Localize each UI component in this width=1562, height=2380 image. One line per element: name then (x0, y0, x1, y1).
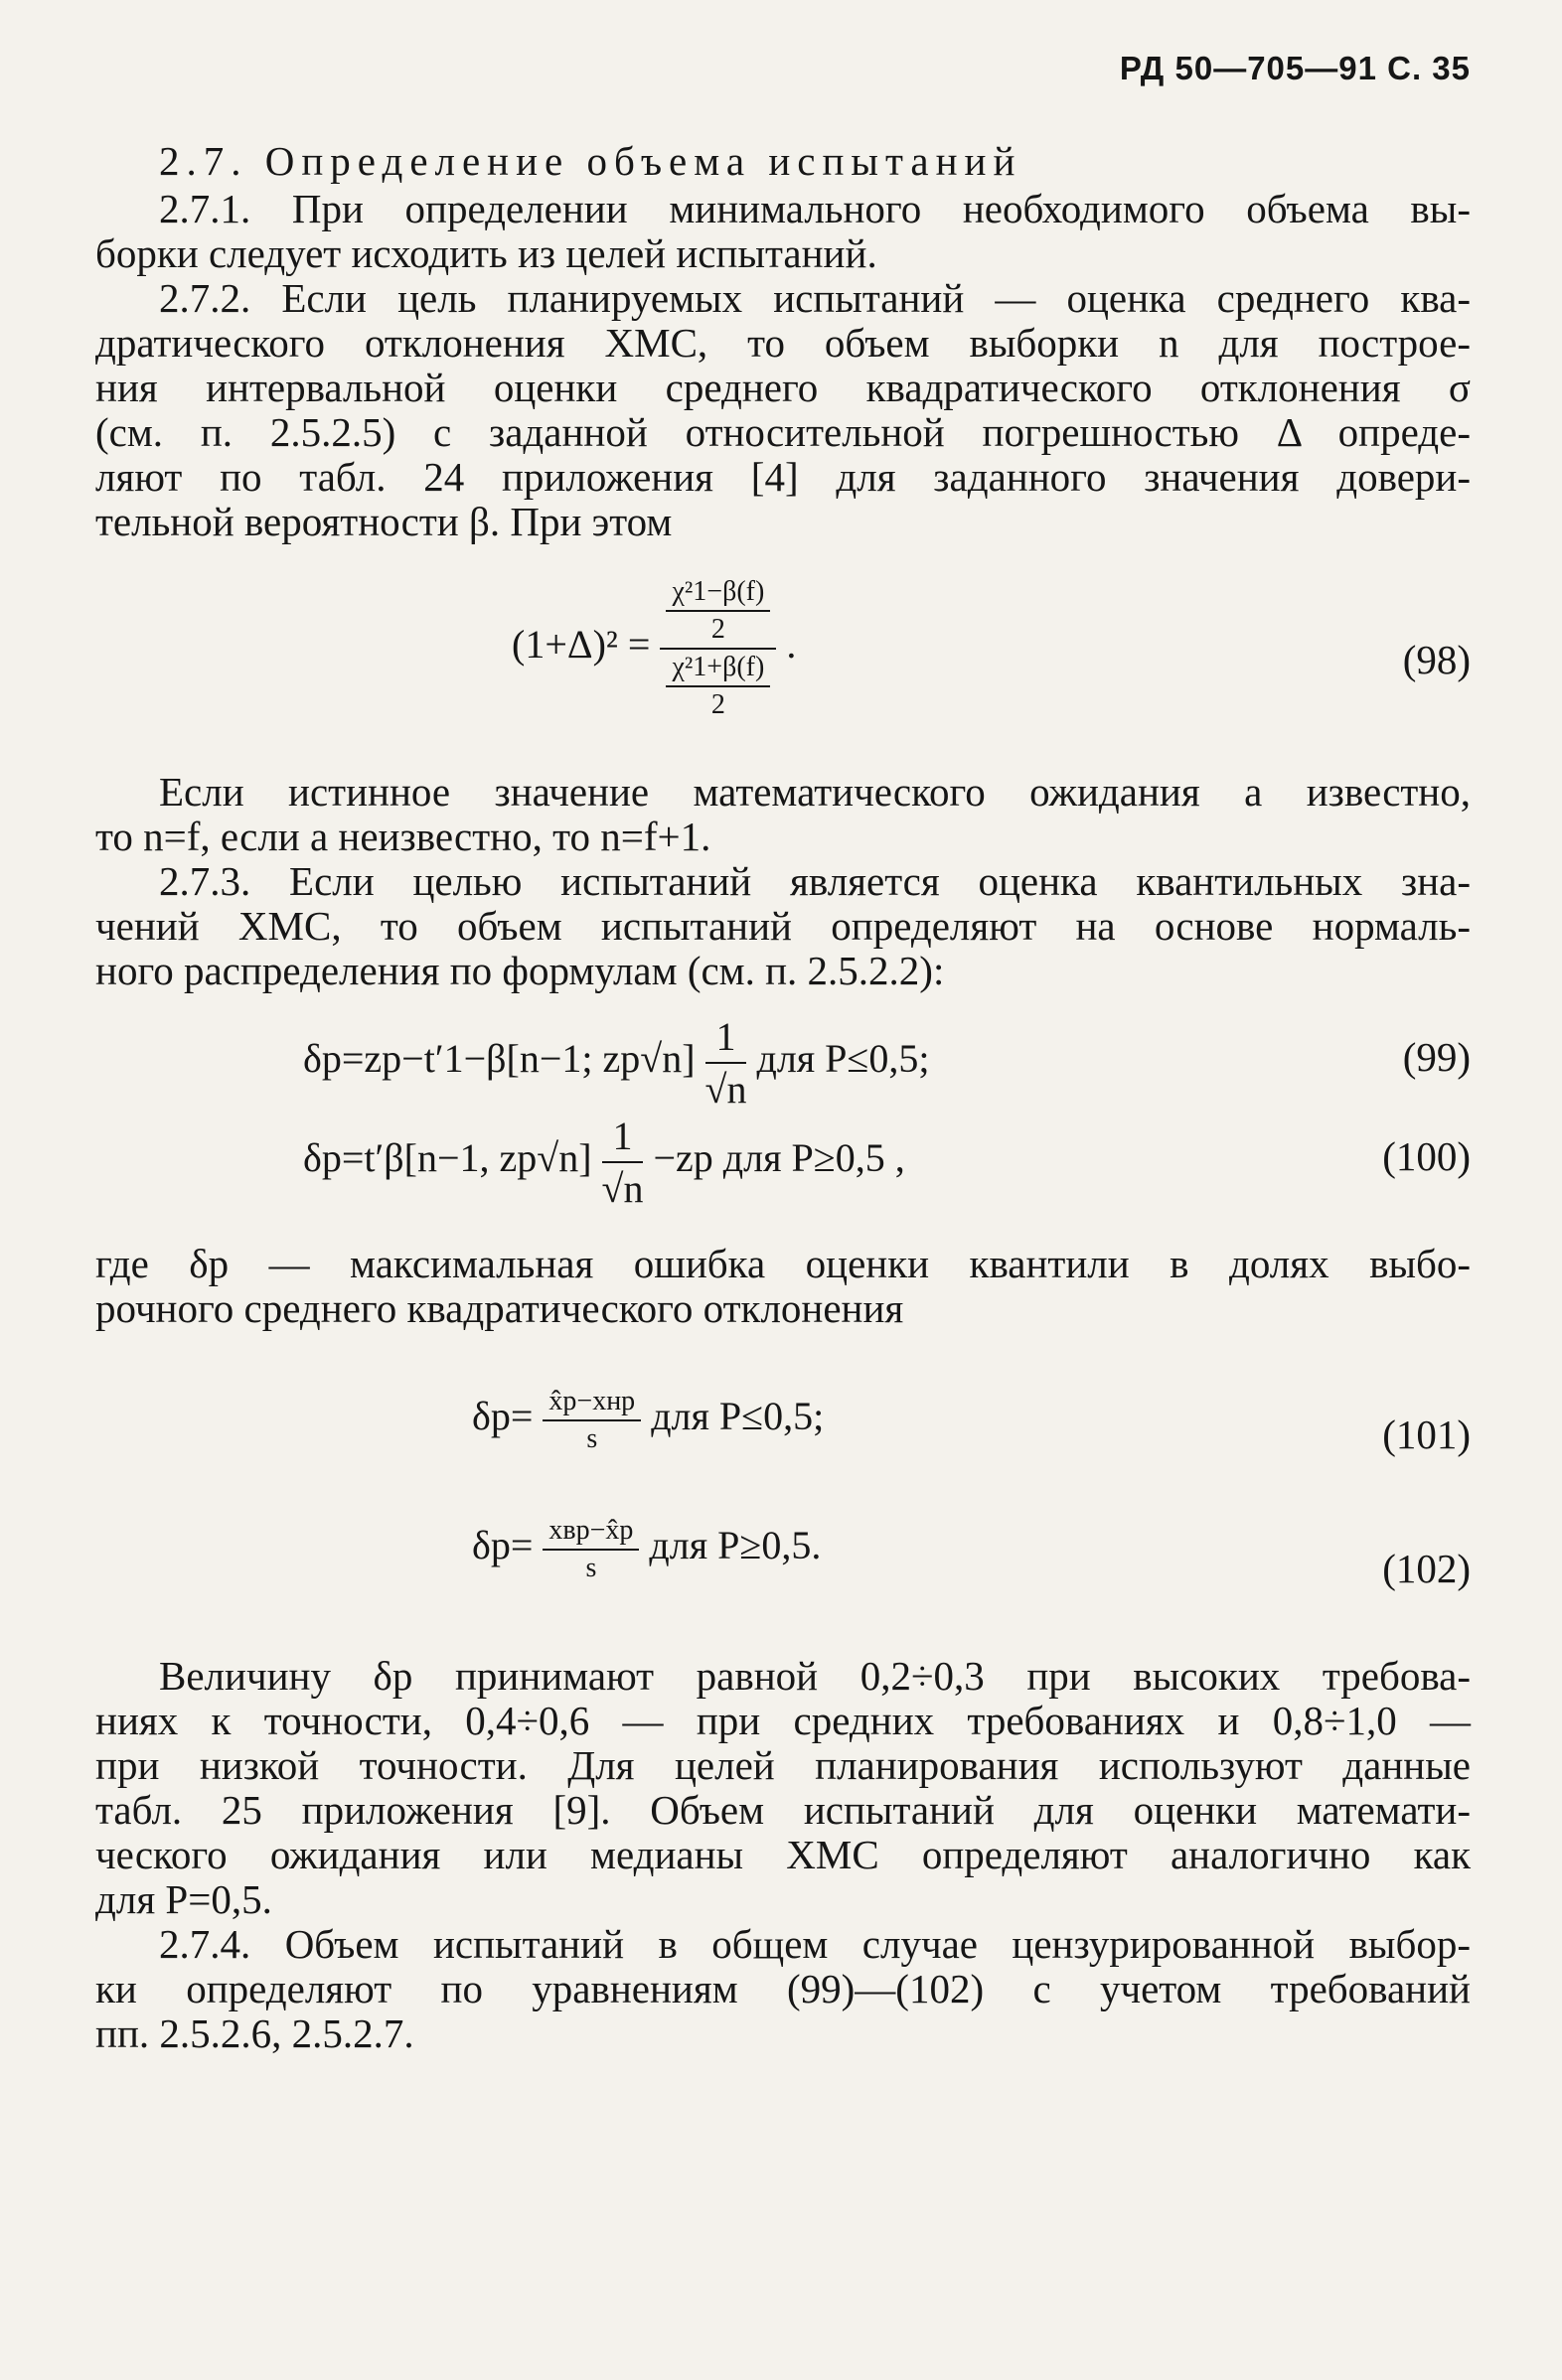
text-line: ного распределения по формулам (см. п. 2.5.2.2): (95, 948, 945, 993)
equation-98 (512, 576, 796, 721)
equation-lhs: δp= (472, 1523, 534, 1568)
text-line: ческого ожидания или медианы ХМС определяют аналогично как (95, 1832, 1471, 1877)
equation-99 (303, 1013, 930, 1113)
text-line: тельной вероятности β. При этом (95, 499, 673, 544)
denominator: √n (704, 1067, 747, 1112)
text-line: ния интервальной оценки среднего квадратического отклонения σ (95, 365, 1471, 410)
text-line: чений ХМС, то объем испытаний определяют на основе нормаль- (95, 903, 1471, 949)
numerator: χ²1−β(f) (666, 576, 770, 612)
equation-number-98: (98) (1402, 637, 1471, 682)
equation-101 (472, 1386, 824, 1455)
text-line: ки определяют по уравнениям (99)—(102) с учетом требований (95, 1966, 1471, 2011)
denominator: χ²1+β(f) (666, 652, 770, 687)
text-line: ляют по табл. 24 приложения [4] для заданного значения довери- (95, 454, 1471, 500)
text-line: где δp — максимальная ошибка оценки квантили в долях выбо- (95, 1241, 1471, 1286)
equation-fraction (602, 1113, 644, 1212)
text-line: ниях к точности, 0,4÷0,6 — при средних требованиях и 0,8÷1,0 — (95, 1698, 1471, 1743)
equation-condition: для P≤0,5; (651, 1394, 825, 1439)
numerator: 1 (705, 1013, 747, 1064)
denominator-denominator: 2 (710, 689, 725, 720)
equation-fraction (543, 1386, 641, 1455)
text-line: 2.7.1. При определении минимального необходимого объема вы- (159, 186, 1471, 231)
denominator: s (586, 1423, 598, 1454)
text-line: (см. п. 2.5.2.5) с заданной относительной погрешностью Δ опреде- (95, 409, 1471, 455)
denominator: √n (601, 1166, 644, 1211)
text-line: пп. 2.5.2.6, 2.5.2.7. (95, 2010, 414, 2056)
equation-100 (303, 1113, 905, 1212)
numerator: 1 (602, 1113, 644, 1163)
text-line: 2.7.4. Объем испытаний в общем случае цензурированной выбор- (159, 1921, 1471, 1967)
equation-left: δp=zp−t′1−β[n−1; zp√n] (303, 1036, 696, 1082)
equation-fraction (660, 576, 776, 721)
equation-number-99: (99) (1402, 1034, 1471, 1080)
equation-102 (472, 1515, 821, 1584)
text-line: Если истинное значение математического ожидания a известно, (159, 769, 1471, 815)
text-line: 2.7.2. Если цель планируемых испытаний — оценка среднего ква- (159, 275, 1471, 321)
text-line: 2.7.3. Если целью испытаний является оценка квантильных зна- (159, 858, 1471, 904)
text-line: при низкой точности. Для целей планирования используют данные (95, 1742, 1471, 1788)
equation-number-102: (102) (1382, 1546, 1471, 1591)
equation-tail: . (786, 622, 797, 668)
text-line: то n=f, если a неизвестно, то n=f+1. (95, 814, 711, 859)
page-header: РД 50—705—91 С. 35 (1119, 50, 1471, 86)
numerator: xвp−x̂p (543, 1515, 639, 1551)
equation-number-101: (101) (1382, 1412, 1471, 1457)
text-line: рочного среднего квадратического отклонения (95, 1285, 904, 1331)
numerator-denominator: 2 (710, 614, 725, 645)
text-line: для P=0,5. (95, 1876, 272, 1922)
equation-number-100: (100) (1382, 1133, 1471, 1179)
text-line: дратического отклонения ХМС, то объем выборки n для построе- (95, 320, 1471, 366)
equation-left: δp=t′β[n−1, zp√n] (303, 1135, 592, 1181)
equation-condition: для P≤0,5; (756, 1036, 930, 1082)
denominator: s (585, 1553, 597, 1583)
section-title: 2.7. Определение объема испытаний (159, 138, 1022, 184)
equation-fraction (705, 1013, 747, 1113)
numerator: x̂p−xнp (543, 1386, 641, 1421)
equation-fraction (543, 1515, 639, 1584)
equation-lhs: (1+Δ)² = (512, 622, 651, 668)
text-line: борки следует исходить из целей испытаний. (95, 230, 877, 276)
equation-condition: −zp для P≥0,5 , (653, 1135, 905, 1181)
text-line: Величину δp принимают равной 0,2÷0,3 при высоких требова- (159, 1653, 1471, 1699)
equation-condition: для P≥0,5. (649, 1523, 822, 1568)
text-line: табл. 25 приложения [9]. Объем испытаний для оценки математи- (95, 1787, 1471, 1833)
equation-lhs: δp= (472, 1394, 534, 1439)
